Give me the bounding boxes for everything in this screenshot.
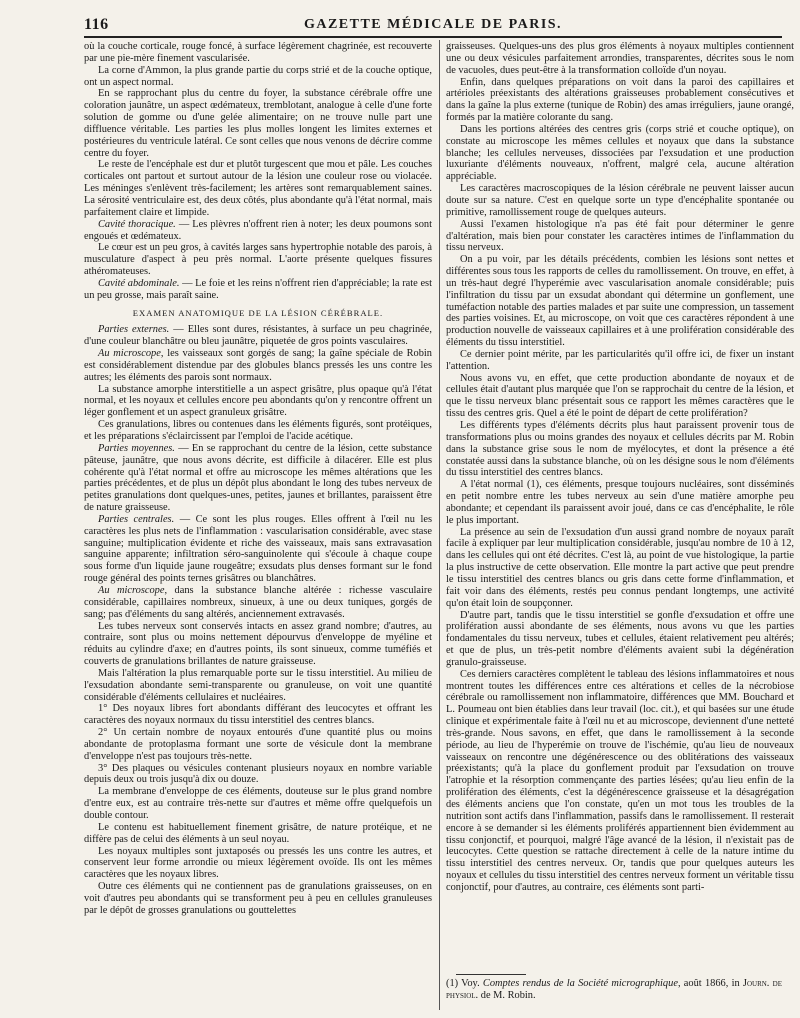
paragraph-text: Ces granulations, libres ou contenues dans les éléments figurés, sont protéiques, et les préparations s'éclaircissent par l'emploi de l'acide acétique. — [84, 419, 432, 442]
paragraph — [84, 443, 432, 514]
column-divider — [439, 40, 440, 1010]
paragraph — [446, 373, 794, 420]
paragraph-label: Au microscope — [98, 348, 161, 360]
paragraph — [84, 41, 432, 65]
paragraph-label: Parties centrales. — [98, 513, 175, 525]
paragraph — [84, 219, 432, 243]
page-number: 116 — [84, 16, 109, 33]
paragraph — [84, 384, 432, 420]
paragraph-text: Les caractères macroscopiques de la lésion cérébrale ne peuvent laisser aucun doute sur sa nature. C'est en quelque sorte un type d'encéphalite spontanée ou primitive, ramollissement rouge de quelques auteurs. — [446, 183, 794, 218]
paragraph-text: où la couche corticale, rouge foncé, à surface légèrement chagrinée, est recouverte par une pie-mère finement vascularisée. — [84, 41, 432, 64]
footnote-date: , août 1866, in — [677, 978, 743, 989]
paragraph-text: Le cœur est un peu gros, à cavités larges sans hypertrophie notable des parois, à musculature d'aspect à peu près normal. L'aorte présente quelques fissures athéromateuses. — [84, 242, 432, 278]
paragraph-text: Enfin, dans quelques préparations on voit dans la paroi des capillaires et artérioles préexistants des altérations graisseuses probablement consécutives et dans la gaîne la plus externe (tunique de Robin) des amas irréguliers, jaune orangé, formés par la matière colorante du sang. — [446, 76, 794, 124]
paragraph-text: Mais l'altération la plus remarquable porte sur le tissu interstitiel. Au milieu de l'exsudation abondante semi-transparente ou granuleuse, on voit une quantité considérable d'éléments cellulaires et nucléaires. — [84, 667, 432, 703]
paragraph — [446, 77, 794, 124]
paragraph — [446, 420, 794, 479]
paragraph — [84, 822, 432, 846]
paragraph-text: En se rapprochant plus du centre du foyer, la substance cérébrale offre une coloration jaunâtre, un aspect œdémateux, tremblotant, analogue à celle d'une forte solution de gomme ou d'une gelée alimentaire; on ne trouve nulle part une diffluence véritable. Les parties les plus molles longent les limites externes et postérieures du ventricule latéral. Ce sont celles que nous venons de décrire comme centre du foyer. — [84, 88, 432, 159]
paragraph — [84, 621, 432, 668]
paragraph-text: Dans les portions altérées des centres gris (corps strié et couche optique), on constate au microscope les mêmes cellules et noyaux que dans la substance blanche; les cellules nerveuses, dissociées par l'exsudation et une production luxuriante d'éléments nouveaux, n'offrent, malgré cela, aucune altération appréciable. — [446, 123, 794, 183]
paragraph — [84, 324, 432, 348]
paragraph — [84, 278, 432, 302]
paragraph-text: La corne d'Ammon, la plus grande partie du corps strié et de la couche optique, ont un aspect normal. — [84, 64, 432, 88]
footnote-marker: (1) Voy. — [446, 978, 483, 989]
paragraph — [446, 479, 794, 526]
paragraph-text: La présence au sein de l'exsudation d'un aussi grand nombre de noyaux paraît facile à expliquer par leur multiplication considérable, jusqu'au nombre de 10 à 12, dans les cellules qui ont été décrites. C'est là, au point de vue histologique, la partie la plus instructive de cette observation. Elle montre la part active que peut prendre le tissu interstitiel des centres blancs ou gris dans cette forme d'inflammation, et fait voir dans des éléments, restés peu connus pendant longtemps, une activité qu'on était loin de soupçonner. — [446, 526, 794, 609]
paragraph-text: D'autre part, tandis que le tissu interstitiel se gonfle d'exsudation et offre une prolifération aussi abondante de ses éléments, nous avons vu que les parties fondamentales du tissu nerveux, tubes et cellules, étaient relativement peu altérés; et que de plus, un très-petit nombre d'éléments avaient subi la dégénération granulo-graisseuse. — [446, 609, 794, 668]
footnote — [446, 978, 782, 1002]
section-heading-text: EXAMEN ANATOMIQUE DE LA LÉSION CÉRÉBRALE. — [132, 307, 384, 318]
paragraph-text: — Les plèvres n'offrent rien à noter; les deux poumons sont engoués et œdémateux. — [84, 218, 432, 242]
paragraph-text: Outre ces éléments qui ne contiennent pas de granulations graisseuses, on en voit d'autres peu abondants qui se transforment peu à peu en cellules granuleuses par le dépôt de grosses granulations ou gouttelettes — [84, 881, 432, 916]
paragraph-text: — En se rapprochant du centre de la lésion, cette substance pâteuse, jaunâtre, que nous avons décrite, est difficile à dilacérer. Elle est plus cohérente qu'à l'état normal et offre au microscope les mêmes altérations que les parties précédentes, et de plus un dépôt plus abondant le long des tubes nerveux de petites granulations dont quelques-unes, petites, jaunes et brillantes, paraissent être de nature graisseuse. — [84, 442, 432, 514]
footnote-journal: Journ. de physiol. — [446, 978, 782, 1001]
paragraph-label: Au microscope — [98, 584, 165, 596]
paragraph — [84, 703, 432, 727]
page-header — [84, 14, 782, 38]
header-rule — [84, 36, 782, 38]
paragraph — [84, 786, 432, 822]
paragraph-text: — Ce sont les plus rouges. Elles offrent à l'œil nu les caractères les plus nets de l'inflammation : vascularisation considérable, avec stase sanguine; multiplication évidente et riche des vaisseaux, mais sans extravasation sanguine apparente; infiltration séro-sanguinolente qui s'écoule à chaque coupe sous forme d'un liquide jaune rougeâtre; exsudats plus denses formant sur le fond rouge général des points ternes grisâtres ou blanchâtres. — [84, 513, 432, 585]
paragraph-text: Les différents types d'éléments décrits plus haut paraissent provenir tous de transformations plus ou moins grandes des noyaux et cellules décrits par M. Robin dans la substance grise sous le nom de myélocytes, et dont la présence a été constatée aussi dans la substance blanche, où on les désigne sous le nom d'éléments du tissu interstitiel des centres blancs. — [446, 420, 794, 479]
paragraph-text: Nous avons vu, en effet, que cette production abondante de noyaux et de cellules était d'autant plus marquée que l'on se rapprochait du centre de la lésion, et que le tissu nerveux blanc présentait sous ce rapport les mêmes caractères que le tissu des centres gris. Quel a été le point de départ de cette prolifération? — [446, 372, 794, 420]
paragraph — [446, 669, 794, 894]
footnote-source: Comptes rendus de la Société micrographique — [482, 978, 678, 989]
paragraph — [446, 254, 794, 349]
paragraph-text: A l'état normal (1), ces éléments, presque toujours nucléaires, sont disséminés en petit nombre entre les tubes nerveux au sein d'une matière amorphe peu abondante; et cependant ils paraissent avoir joué, dans ce cas d'encéphalite, le rôle le plus important. — [446, 479, 794, 526]
paragraph-text: Le reste de l'encéphale est dur et plutôt turgescent que mou et pâle. Les couches corticales ont partout et surtout autour de la lésion une couleur rose ou violacée. Les méninges s'enlèvent très-facilement; les artères sont remarquablement saines. La sérosité ventriculaire est, des deux côtés, plus abondante qu'à l'état normal, mais parfaitement claire et limpide. — [84, 159, 432, 218]
paragraph-text: On a pu voir, par les détails précédents, combien les lésions sont nettes et différentes sous tous les rapports de celles du ramollissement. On trouve, en effet, à un très-haut degré l'hyperémie avec vascularisation anomale considérable; puis l'infiltration du tissu par un exsudat abondant qui détermine un gonflement, une tuméfaction notable des parties malades et par suite une compression, un tassement des parties voisines. Et, au microscope, on voit que ces caractères répondent à une production nouvelle de vaisseaux capillaires et à une prolifération considérable des éléments du tissu interstitiel. — [446, 254, 794, 349]
paragraph-text: La substance amorphe interstitielle a un aspect grisâtre, plus opaque qu'à l'état normal, et les noyaux et cellules encore peu abondants qu'on y rencontre offrent un léger gonflement et un aspect granuleux grisâtre. — [84, 383, 432, 419]
paragraph — [84, 668, 432, 704]
paragraph — [446, 349, 794, 373]
paragraph-text: Ces derniers caractères complètent le tableau des lésions inflammatoires et nous montrent toutes les différences entre ces altérations et celles de la nécrobiose cérébrale ou ramollissement non inflammatoire, différences que MM. Bouchard et L. Poumeau ont bien établies dans leur travail (loc. cit.), et qui basées sur une étude clinique et expérimentale faite à l'œil nu et au microscope, deviennent d'une netteté très-grande. Nous savons, en effet, que dans le ramollissement à la seconde période, au lieu de l'hyperémie on trouve de l'ischémie, qu'au lieu de nouveaux vaisseaux on rencontre une dégénérescence ou des oblitérations des vaisseaux préexistants; qu'à la place du gonflement produit par l'exsudation on trouve l'atrophie et la résorption commençante des parties lésées; qu'au lieu enfin de la prolifération des éléments, c'est la dégénérescence graisseuse et la désagrégation des éléments anciens que l'on constate, qu'en un mot tous les troubles de la nutrition sont actifs dans l'inflammation, passifs dans le ramollissement. Il resterait encore à se demander si les éléments proliférés appartiennent bien évidemment au tissu conjonctif, et pourquoi, malgré l'âge avancé de la lésion, il n'existait pas de leucocytes. Cette question se rattache directement à celle de la nature intime du tissu interstitiel des centres nerveux. Or, tandis que pour quelques auteurs les noyaux et cellules du tissu interstitiel des centres nerveux forment un véritable tissu conjonctif, pour d'autres, au contraire, ces éléments sont parti- — [446, 668, 794, 893]
paragraph — [84, 585, 432, 621]
paragraph-text: Ce dernier point mérite, par les particularités qu'il offre ici, de fixer un instant l'attention. — [446, 348, 794, 372]
footnote-author: de M. Robin. — [478, 990, 536, 1001]
footnote-rule — [456, 974, 526, 975]
paragraph — [446, 610, 794, 669]
paragraph-label: Cavité abdominale. — [98, 277, 180, 289]
right-column — [446, 41, 794, 966]
paragraph — [84, 727, 432, 763]
paragraph — [84, 514, 432, 585]
paragraph — [84, 419, 432, 443]
paragraph — [446, 527, 794, 610]
paragraph-text: Les tubes nerveux sont conservés intacts en assez grand nombre; d'autres, au contraire, sont plus ou moins nettement dépourvus d'enveloppe de myéline et réduits au cylindre d'axe; en d'autres points, ils sont sinueux, comme tuméfiés et couverts de granulations brillantes de nature graisseuse. — [84, 620, 432, 668]
paragraph-text: 3° Des plaques ou vésicules contenant plusieurs noyaux en nombre variable depuis deux ou trois jusqu'à dix ou douze. — [84, 762, 432, 786]
paragraph — [84, 763, 432, 787]
paragraph-text: graisseuses. Quelques-uns des plus gros éléments à noyaux multiples contiennent une ou deux vésicules parfaitement arrondies, transparentes, décrites sous le nom de vacuoles, dues peut-être à la transformation colloïde d'un noyau. — [446, 41, 794, 76]
paragraph-text: , les vaisseaux sont gorgés de sang; la gaîne spéciale de Robin est considérablement distendue par des globules blancs pressés les uns contre les autres; les éléments des parois sont normaux. — [84, 348, 432, 383]
journal-title: GAZETTE MÉDICALE DE PARIS. — [303, 17, 563, 32]
paragraph — [446, 41, 794, 77]
paragraph — [84, 65, 432, 89]
paragraph-text: Aussi l'examen histologique n'a pas été fait pour déterminer le genre d'altération, mais bien pour constater les caractères intimes de l'inflammation du tissu nerveux. — [446, 218, 794, 254]
paragraph — [446, 219, 794, 255]
paragraph — [84, 88, 432, 159]
paragraph — [446, 124, 794, 183]
paragraph-text: , dans la substance blanche altérée : richesse vasculaire considérable, capillaires nombreux, sinueux, à une ou deux tuniques, gorgés de sang; pas d'éléments du sang altérés, anciennement extravasés. — [84, 584, 432, 620]
section-heading — [84, 308, 432, 320]
paragraph — [84, 846, 432, 882]
paragraph — [84, 348, 432, 384]
left-column — [84, 41, 432, 1009]
paragraph-text: — Elles sont dures, résistantes, à surface un peu chagrinée, d'une couleur blanchâtre ou bleu jaunâtre, piquetée de gros points vasculaires. — [84, 324, 432, 348]
paragraph-text: La membrane d'enveloppe de ces éléments, douteuse sur le plus grand nombre d'entre eux, est au contraire très-nette sur d'autres et même offre quelquefois un double contour. — [84, 786, 432, 821]
paragraph-text: Les noyaux multiples sont juxtaposés ou pressés les uns contre les autres, et conservent leur forme arrondie ou mieux légèrement ovoïde. Ils ont les mêmes caractères que les noyaux libres. — [84, 845, 432, 881]
paragraph — [446, 183, 794, 219]
paragraph-text: 1° Des noyaux libres fort abondants différant des leucocytes et offrant les caractères des noyaux normaux du tissu interstitiel des centres blancs. — [84, 703, 432, 727]
paragraph-text: 2° Un certain nombre de noyaux entourés d'une quantité plus ou moins abondante de protoplasma formant une sorte de vésicule dont la membrane d'enveloppe n'est pas toujours très-nette. — [84, 727, 432, 762]
paragraph-text: — Le foie et les reins n'offrent rien d'appréciable; la rate est un peu grosse, mais paraît saine. — [84, 277, 432, 301]
paragraph-text: Le contenu est habituellement finement grisâtre, de nature protéique, et ne diffère pas de celui des éléments à un seul noyau. — [84, 821, 432, 845]
paragraph — [84, 159, 432, 218]
paragraph-label: Parties moyennes. — [98, 442, 175, 454]
paragraph-label: Cavité thoracique. — [98, 218, 176, 230]
paragraph — [84, 242, 432, 278]
paragraph — [84, 881, 432, 917]
paragraph-label: Parties externes. — [98, 324, 170, 336]
